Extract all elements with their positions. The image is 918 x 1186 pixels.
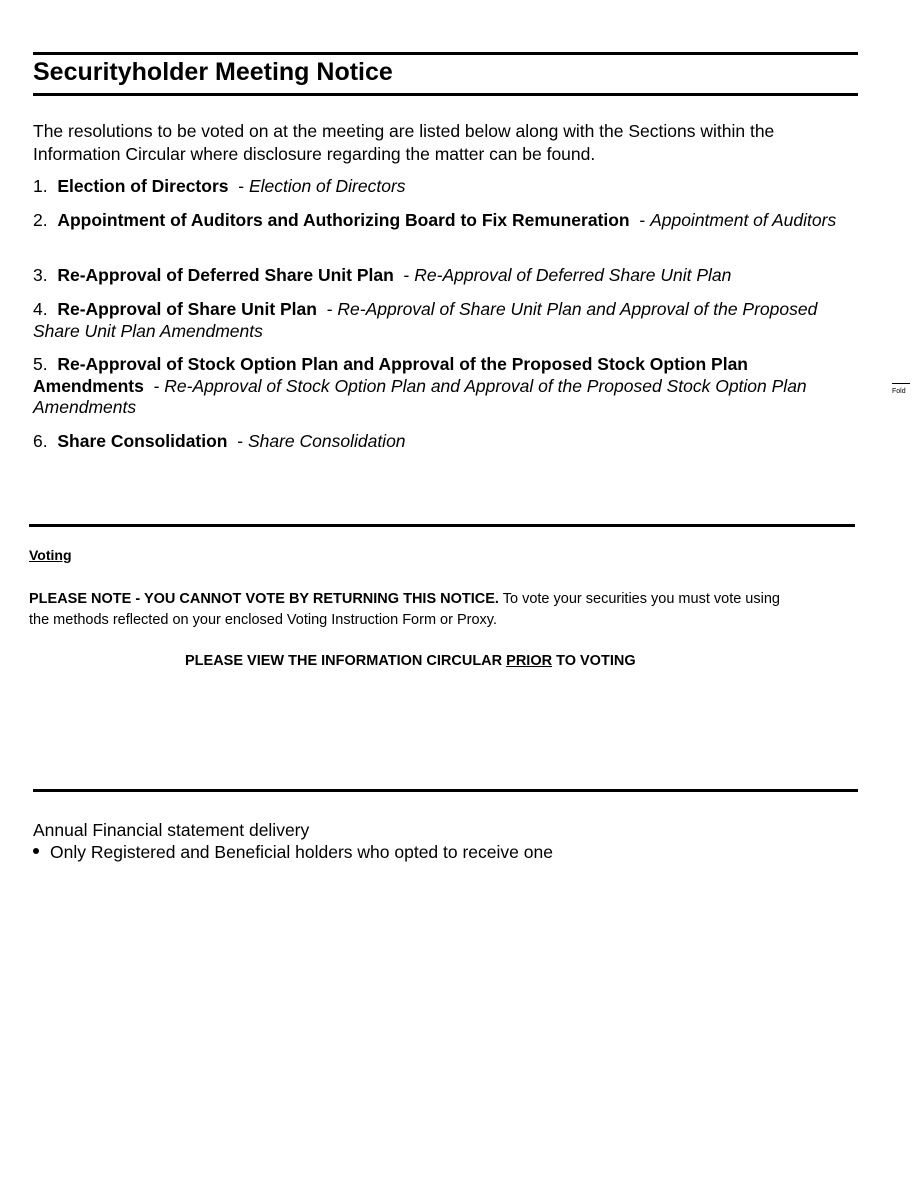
top-divider (33, 52, 858, 55)
resolution-item (33, 354, 853, 419)
resolution-reference: Share Consolidation (247, 431, 406, 451)
resolution-number: 2. (33, 210, 48, 230)
resolution-separator: - (238, 176, 245, 196)
view-circular-notice (185, 653, 636, 669)
resolution-name: Re-Approval of Share Unit Plan (57, 299, 317, 319)
view-circular-post: TO VOTING (556, 653, 636, 669)
resolution-item (33, 176, 853, 198)
voting-divider (29, 524, 855, 527)
annual-statement-title: Annual Financial statement delivery (33, 820, 310, 840)
fold-line (892, 383, 910, 384)
intro-paragraph: The resolutions to be voted on at the meeting are listed below along with the Sections within the Information Circular where disclosure regarding the matter can be found. (33, 121, 775, 164)
resolution-separator: - (326, 299, 333, 319)
fold-label: Fold (892, 388, 906, 395)
resolution-reference: Appointment of Auditors (650, 210, 837, 230)
resolution-separator: - (237, 431, 244, 451)
resolution-name: Election of Directors (57, 176, 229, 196)
resolution-item (33, 431, 853, 453)
resolution-name: Appointment of Auditors and Authorizing Board to Fix Remuneration (57, 210, 630, 230)
voting-note-warning: PLEASE NOTE - YOU CANNOT VOTE BY RETURNING THIS NOTICE. (29, 591, 499, 607)
resolution-number: 4. (33, 299, 48, 319)
resolution-reference: Re-Approval of Deferred Share Unit Plan (414, 265, 732, 285)
fold-mark (892, 383, 910, 396)
resolution-separator: - (639, 210, 646, 230)
title-divider (33, 93, 858, 96)
view-circular-pre: PLEASE VIEW THE INFORMATION CIRCULAR (185, 653, 503, 669)
resolution-reference: Re-Approval of Share Unit Plan and Approval of the Proposed Share Unit Plan Amendments (33, 299, 818, 341)
annual-statement-bullet-text: Only Registered and Beneficial holders who opted to receive one (50, 842, 553, 862)
voting-note (29, 589, 799, 631)
resolution-item (33, 299, 853, 342)
resolution-name: Re-Approval of Deferred Share Unit Plan (57, 265, 394, 285)
voting-note-instructions: To vote your securities you must vote using the methods reflected on your enclosed Voting Instruction Form or Proxy. (29, 591, 780, 628)
view-circular-prior: PRIOR (506, 653, 553, 669)
resolution-separator: - (403, 265, 410, 285)
resolution-reference: Election of Directors (248, 176, 406, 196)
voting-heading: Voting (29, 547, 72, 563)
page-title: Securityholder Meeting Notice (33, 58, 393, 86)
annual-divider (33, 789, 858, 792)
resolution-number: 5. (33, 354, 48, 374)
annual-statement-bullet (33, 842, 553, 863)
resolution-item (33, 265, 853, 287)
resolution-name: Re-Approval of Stock Option Plan and Approval of the Proposed Stock Option Plan Amendments (33, 354, 748, 396)
resolution-item (33, 210, 853, 232)
resolution-number: 1. (33, 176, 48, 196)
resolution-reference: Re-Approval of Stock Option Plan and Approval of the Proposed Stock Option Plan Amendments (33, 375, 807, 417)
resolution-name: Share Consolidation (57, 431, 228, 451)
resolution-number: 6. (33, 431, 48, 451)
resolution-number: 3. (33, 265, 48, 285)
bullet-icon (33, 848, 39, 854)
resolution-separator: - (153, 375, 160, 396)
